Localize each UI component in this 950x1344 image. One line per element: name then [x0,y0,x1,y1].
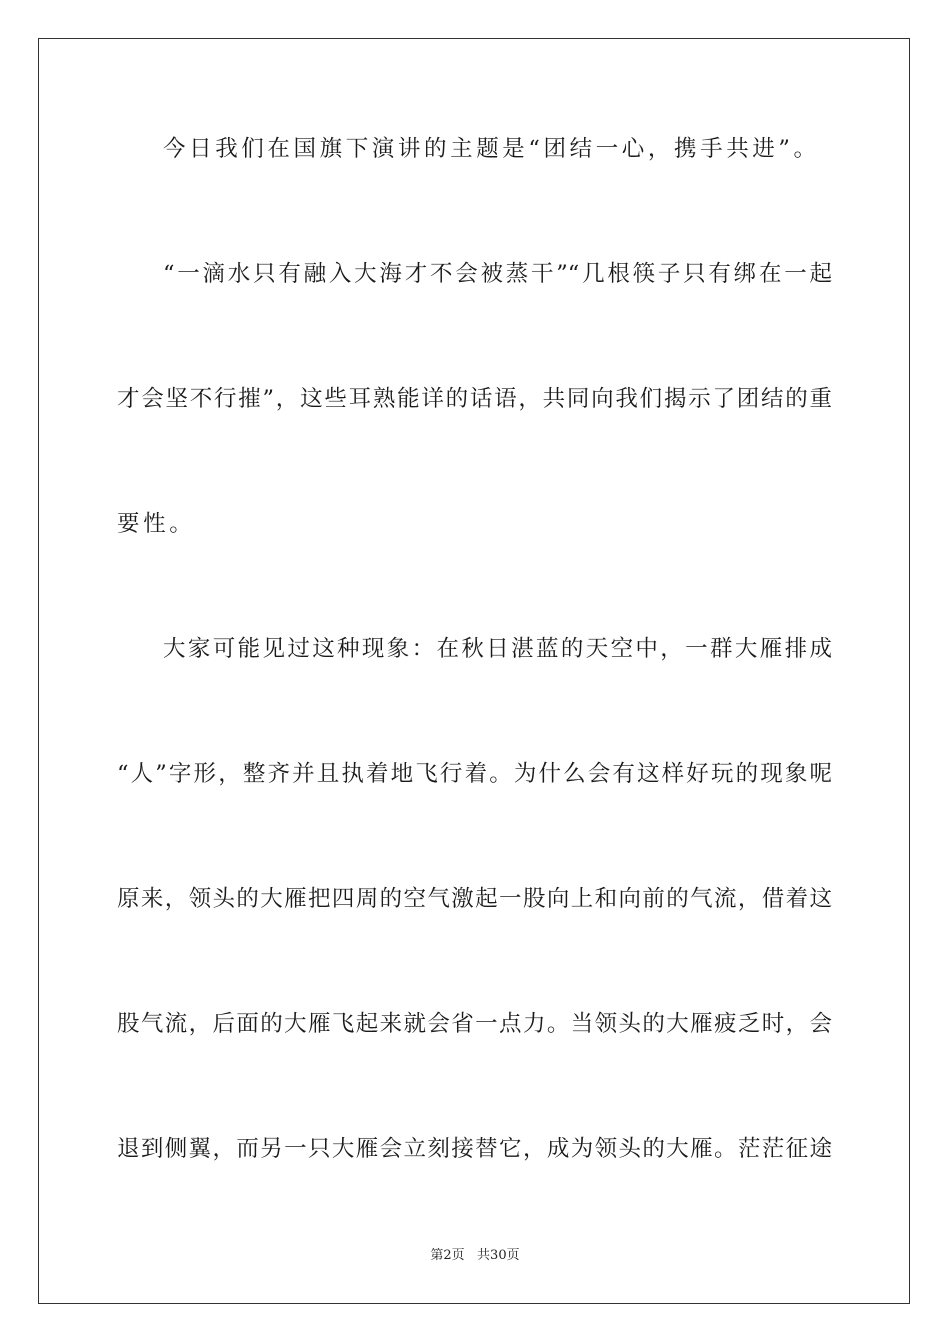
paragraph-line: 原来，领头的大雁把四周的空气激起一股向上和向前的气流，借着这 [117,886,832,912]
paragraph-line: “人”字形，整齐并且执着地飞行着。为什么会有这样好玩的现象呢 [117,761,832,787]
paragraph-line: 大家可能见过这种现象：在秋日湛蓝的天空中，一群大雁排成 [163,636,832,662]
paragraph-line: 今日我们在国旗下演讲的主题是“团结一心，携手共进”。 [163,136,820,162]
page-border [38,38,910,1304]
page-number-footer: 第2页 共30页 [430,1248,520,1263]
paragraph-line: “一滴水只有融入大海才不会被蒸干”“几根筷子只有绑在一起 [163,261,832,287]
paragraph-line: 才会坚不行摧”，这些耳熟能详的话语，共同向我们揭示了团结的重 [117,386,832,412]
paragraph-line: 股气流，后面的大雁飞起来就会省一点力。当领头的大雁疲乏时，会 [117,1011,832,1037]
paragraph-line: 要性。 [117,511,196,537]
paragraph-line: 退到侧翼，而另一只大雁会立刻接替它，成为领头的大雁。茫茫征途 [117,1136,832,1162]
